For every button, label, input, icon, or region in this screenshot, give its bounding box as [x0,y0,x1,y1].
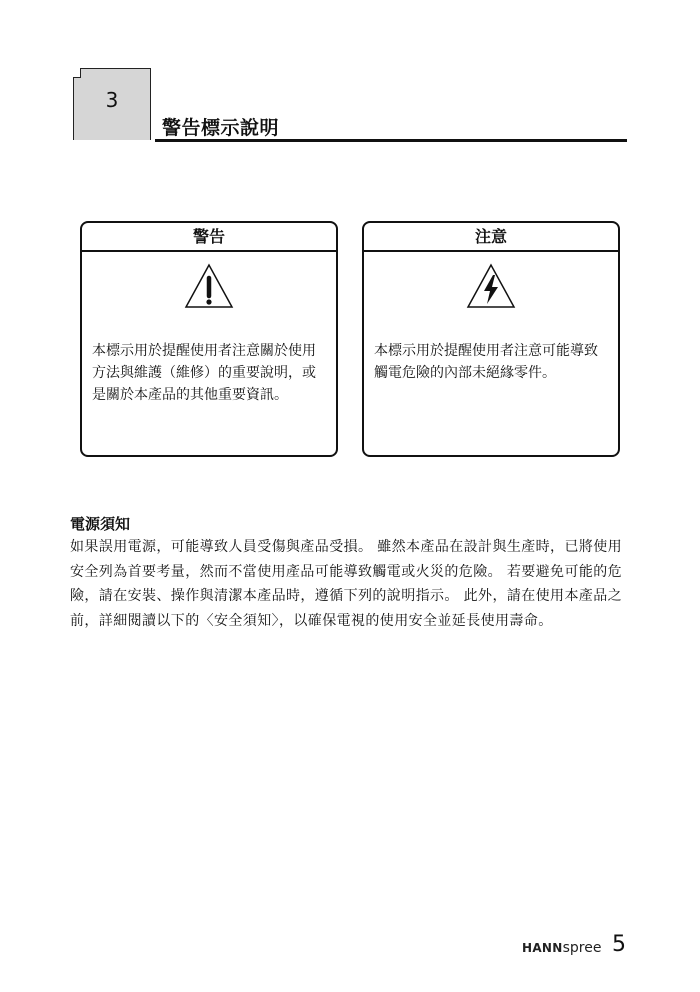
chapter-tab-notch [73,68,81,78]
chapter-number: 3 [105,88,119,112]
caution-box-text: 本標示用於提醒使用者注意可能導致觸電危險的內部未絕緣零件。 [374,343,598,381]
warning-box-text: 本標示用於提醒使用者注意關於使用方法與維護（維修）的重要說明，或是關於本產品的其他重要資訊。 [92,343,316,403]
page-number: 5 [612,932,626,957]
section-heading: 電源須知 [70,515,131,533]
brand-bold: HANN [522,941,563,955]
lightning-triangle-icon [465,262,517,310]
caution-box [362,221,620,457]
warning-box [80,221,338,457]
brand-regular: spree [562,940,602,956]
caution-box-header: 注意 [364,223,618,252]
brand-logo [522,940,601,956]
title-rule [155,139,627,142]
warning-box-header: 警告 [82,223,336,252]
page-title: 警告標示說明 [162,117,280,139]
section-body: 如果誤用電源，可能導致人員受傷與產品受損。 雖然本產品在設計與生產時，已將使用安全列為首要考量，然而不當使用產品可能導致觸電或火災的危險。 若要避免可能的危險，請在安裝、操作與清潔本產品時，遵循下列的說明指示。 此外，請在使用本產品之前，詳細閱讀以下的〈安全須知〉，以確保電視的使用安全並延長使用壽命。 [70,539,623,629]
exclamation-triangle-icon [183,262,235,310]
